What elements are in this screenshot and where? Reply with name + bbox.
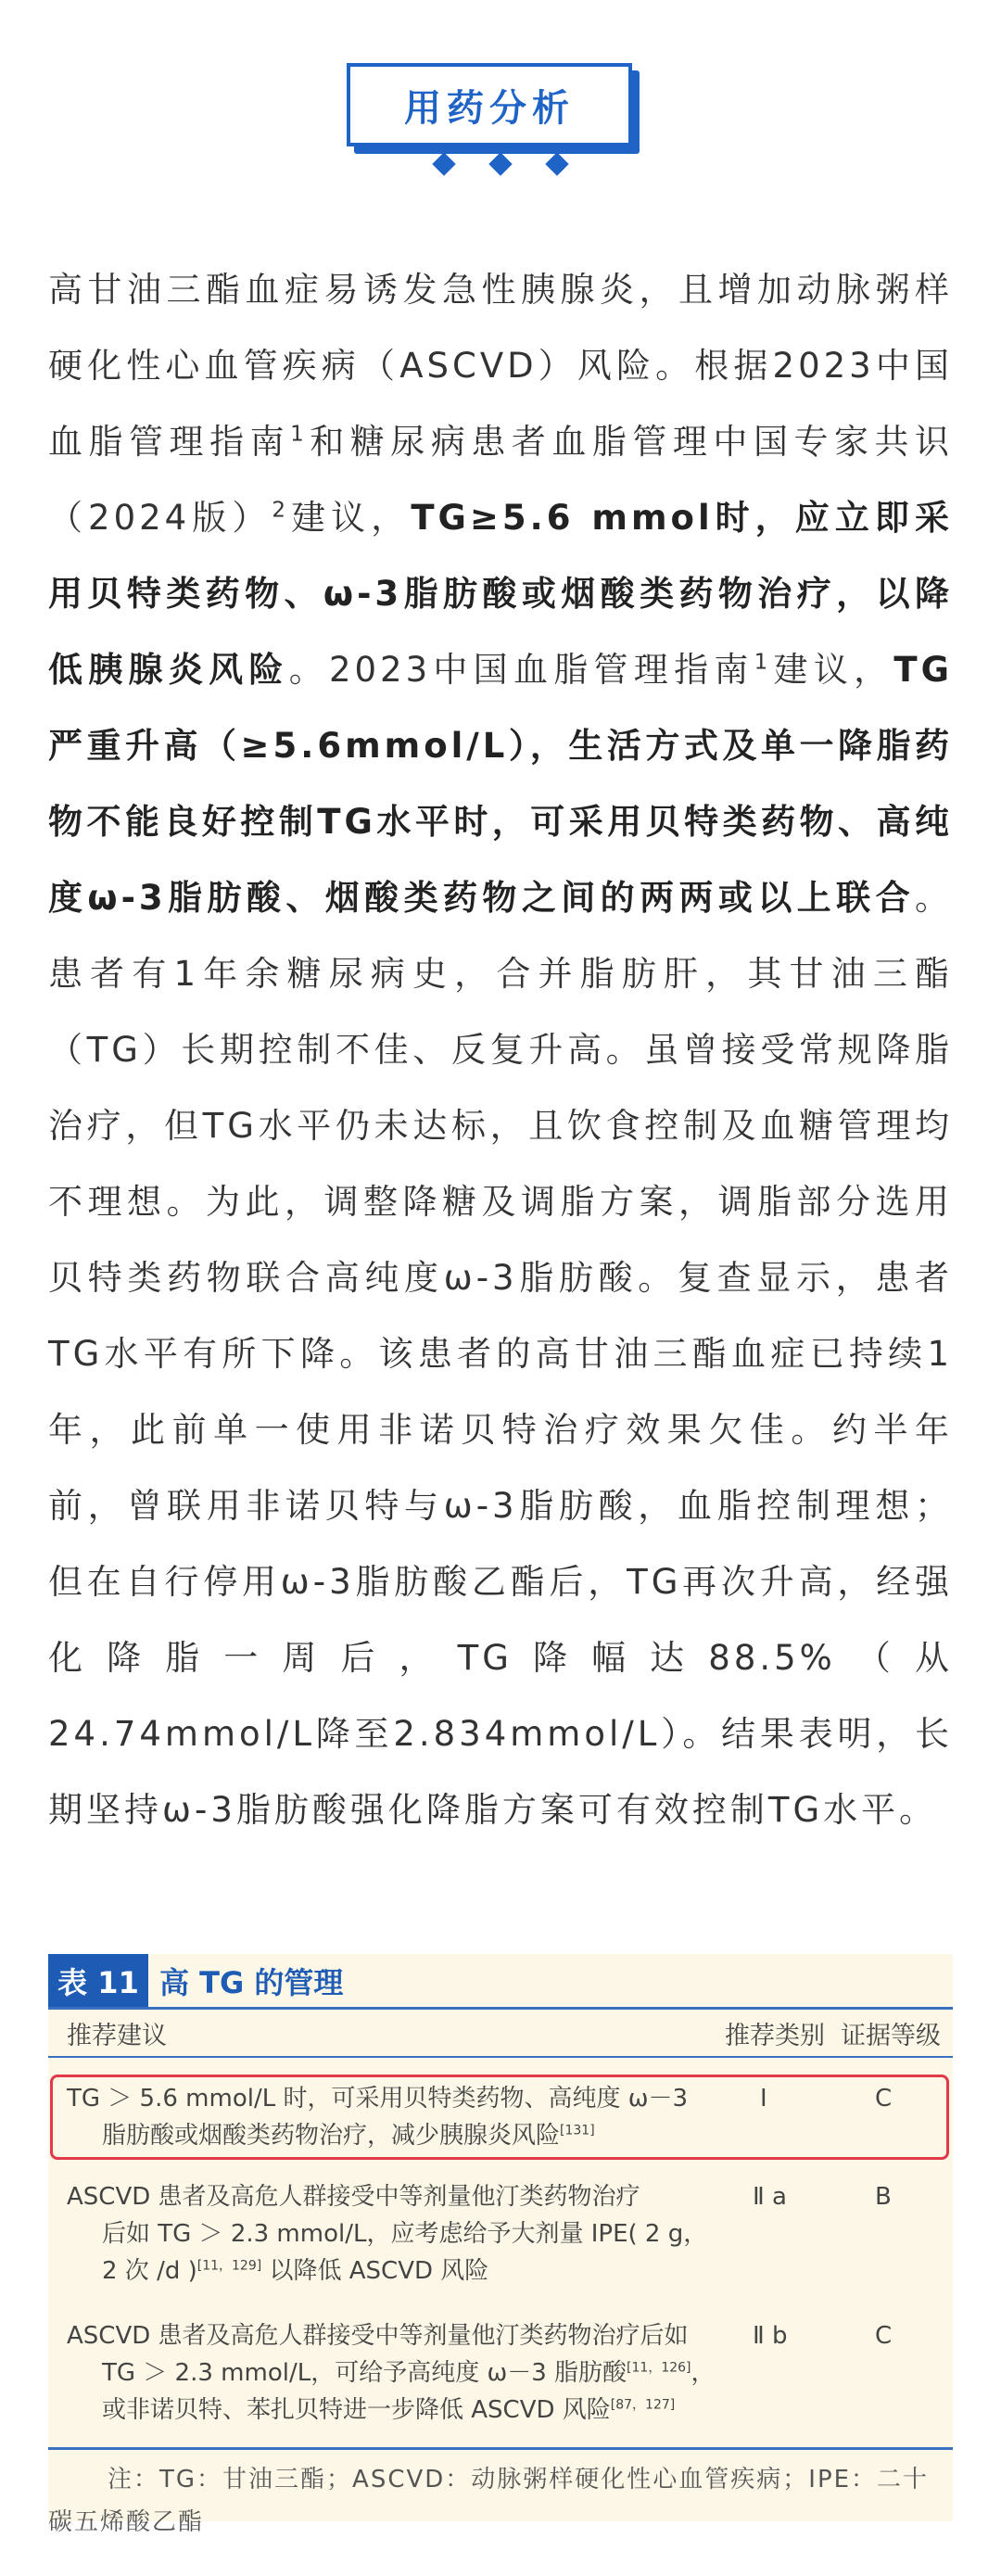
row-text-line: 后如 TG ＞ 2.3 mmol/L，应考虑给予大剂量 IPE( 2 g， xyxy=(102,2220,708,2248)
text-segment: 建议， xyxy=(771,650,894,690)
table-rule xyxy=(48,2007,953,2010)
row-level: C xyxy=(875,2322,893,2350)
citation-ref: 2 xyxy=(272,498,290,523)
table-rule xyxy=(48,2056,953,2058)
row-ref: [11，129] xyxy=(196,2258,262,2274)
row-text: 2 次 /d ) xyxy=(102,2257,197,2285)
diamond-star-icon xyxy=(545,152,568,175)
column-header-class: 推荐类别 xyxy=(725,2022,825,2050)
row-text-line: ASCVD 患者及高危人群接受中等剂量他汀类药物治疗后如 xyxy=(67,2322,689,2350)
column-header-level: 证据等级 xyxy=(841,2022,941,2050)
diamond-star-icon xyxy=(488,152,512,175)
row-text-line xyxy=(102,2117,595,2154)
section-header xyxy=(0,56,1001,176)
row-class: Ⅱ a xyxy=(753,2183,787,2211)
table-header xyxy=(48,1954,953,2007)
citation-ref: 1 xyxy=(290,422,308,447)
diamond-star-icon xyxy=(432,152,455,175)
row-text-line xyxy=(102,2354,716,2392)
row-text-line xyxy=(102,2392,675,2429)
table-note: 注：TG：甘油三酯；ASCVD：动脉粥样硬化性心血管疾病；IPE：二十碳五烯酸乙酯 xyxy=(48,2466,930,2536)
table-title: 高 TG 的管理 xyxy=(159,1964,344,2000)
citation-ref: 1 xyxy=(754,650,772,675)
row-level: C xyxy=(875,2085,893,2113)
row-text: 以降低 ASCVD 风险 xyxy=(261,2257,489,2285)
analysis-paragraph xyxy=(48,252,953,1848)
bold-recommendation: TG 严重升高（≥5.6mmol/L），生活方式及单一降脂药物不能良好控制TG水平时，可采用贝特类药物、高纯度ω-3脂肪酸、烟酸类药物之间的两两或以上联合 xyxy=(48,650,954,918)
column-header-recommend: 推荐建议 xyxy=(67,2022,167,2050)
row-class: Ⅱ b xyxy=(753,2322,788,2350)
row-ref: [11，126] xyxy=(627,2360,691,2376)
section-badge xyxy=(347,63,632,146)
section-title: 用药分析 xyxy=(404,86,575,130)
row-text-line: TG ＞ 5.6 mmol/L 时，可采用贝特类药物、高纯度 ω－3 xyxy=(67,2085,689,2113)
row-ref: [131] xyxy=(560,2123,595,2138)
table-rule xyxy=(48,2447,953,2450)
row-class: Ⅰ xyxy=(760,2085,767,2113)
table-label: 表 11 xyxy=(48,1954,148,2007)
row-text: 脂肪酸或烟酸类药物治疗，减少胰腺炎风险 xyxy=(102,2122,561,2150)
row-level: B xyxy=(875,2183,892,2211)
row-text: ， xyxy=(691,2359,716,2387)
text-segment: 和糖尿病患者血脂管理中国专家共识（2024版） xyxy=(48,422,954,538)
bold-recommendation: TG≥5.6 mmol时，应立即采用贝特类药物、ω-3脂肪酸或烟酸类药物治疗，以降低胰腺炎风险 xyxy=(48,498,953,690)
row-text: TG ＞ 2.3 mmol/L，可给予高纯度 ω－3 脂肪酸 xyxy=(102,2359,627,2387)
row-text: 或非诺贝特、苯扎贝特进一步降低 ASCVD 风险 xyxy=(102,2396,611,2424)
row-text-line: ASCVD 患者及高危人群接受中等剂量他汀类药物治疗 xyxy=(67,2183,640,2211)
text-segment: 建议， xyxy=(289,498,412,538)
text-segment: 。患者有1年余糖尿病史，合并脂肪肝，其甘油三酯（TG）长期控制不佳、反复升高。虽曾接受常规降脂治疗，但TG水平仍未达标，且饮食控制及血糖管理均不理想。为此，调整降糖及调脂方案，调脂部分选用贝特类药物联合高纯度ω-3脂肪酸。复查显示，患者TG水平有所下降。该患者的高甘油三酯血症已持续1年，此前单一使用非诺贝特治疗效果欠佳。约半年前，曾联用非诺贝特与ω-3脂肪酸，血脂控制理想；但在自行停用ω-3脂肪酸乙酯后，TG再次升高，经强化降脂一周后，TG降幅达88.5%（从24.74mmol/L降至2.834mmol/L）。结果表明，长期坚持ω-3脂肪酸强化降脂方案可有效控制TG水平。 xyxy=(48,878,953,1830)
text-segment: 。2023中国血脂管理指南 xyxy=(288,650,754,690)
row-text-line xyxy=(102,2252,488,2290)
row-ref: [87，127] xyxy=(610,2397,676,2413)
text-segment: 高甘油三酯血症易诱发急性胰腺炎，且增加动脉粥样硬化性心血管疾病（ASCVD）风险。根据2023中国血脂管理指南 xyxy=(48,270,953,462)
guideline-table xyxy=(48,1954,953,2521)
decorative-stars xyxy=(0,156,1001,176)
